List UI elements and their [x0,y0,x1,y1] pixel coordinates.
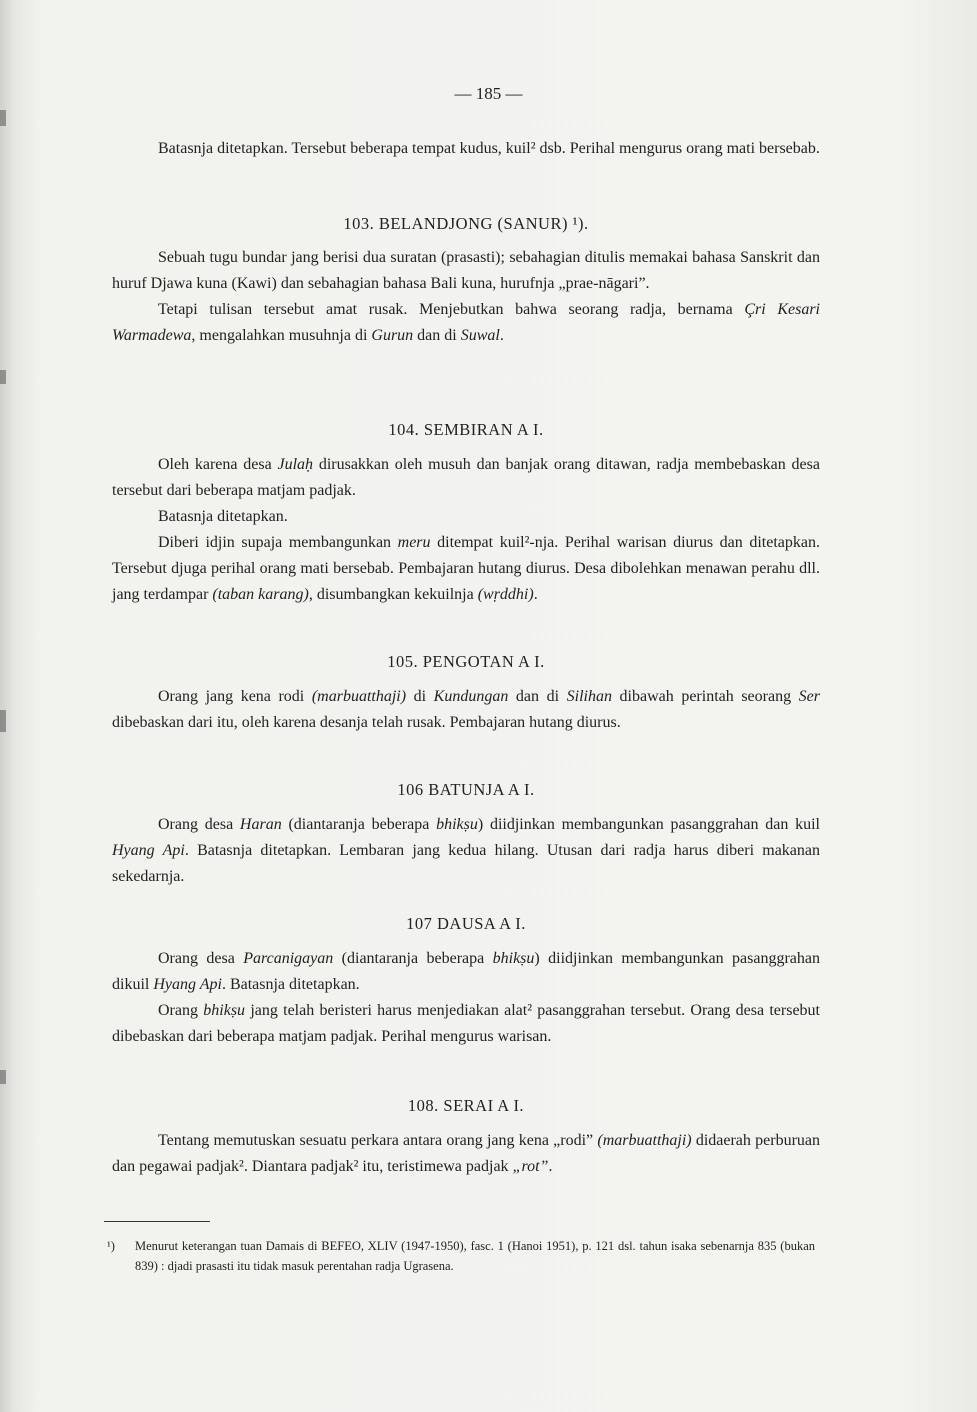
footnote-text: Menurut keterangan tuan Damais di BEFEO, XLIV (1947-1950), fasc. 1 (Hanoi 1951), p. 121 dsl. tahun isaka sebenarnja 835 (bukan 839) : djadi prasasti itu tidak masuk perentahan radja Ugrasena. [135,1239,815,1273]
section-106-body [112,812,820,890]
section-107-body [112,946,820,1050]
section-heading: 107 DAUSA A I. [406,914,526,933]
paragraph: Orang jang kena rodi (marbuatthaji) di Kundungan dan di Silihan dibawah perintah seorang Ser dibebaskan dari itu, oleh karena desanja telah rusak. Pembajaran hutang diurus. [112,688,820,731]
paragraph: Sebuah tugu bundar jang berisi dua suratan (prasasti); sebahagian ditulis memakai bahasa Sanskrit dan huruf Djawa kuna (Kawi) dan sebahagian bahasa Bali kuna, hurufnja „prae-nāgari”. [112,249,820,292]
page-edge-mark [0,710,6,732]
paragraph: Oleh karena desa Julaḥ dirusakkan oleh musuh dan banjak orang ditawan, radja membebaskan desa tersebut dari beberapa matjam padjak. [112,456,820,499]
section-heading: 103. BELANDJONG (SANUR) ¹). [343,214,589,233]
section-heading: 106 BATUNJA A I. [397,780,535,799]
page-edge-mark [0,1070,6,1084]
section-105-body [112,684,820,736]
section-104-body [112,452,820,608]
paragraph: Diberi idjin supaja membangunkan meru ditempat kuil²-nja. Perihal warisan diurus dan ditetapkan. Tersebut djuga perihal orang mati bersebab. Pembajaran hutang diurus. Desa dibolehkan menawan perahu dll. jang terdampar (taban karang), disumbangkan kekuilnja (wṛddhi). [112,534,821,603]
section-103 [112,214,820,234]
section-107 [112,914,820,934]
page-edge-mark [0,110,6,126]
section-106 [112,780,820,800]
paragraph: Batasnja ditetapkan. [158,508,288,525]
intro-paragraph: Batasnja ditetapkan. Tersebut beberapa tempat kudus, kuil² dsb. Perihal mengurus orang mati bersebab. [158,140,820,157]
page-number: — 185 — [454,84,523,103]
page-edge-mark [0,370,6,384]
footnote [107,1236,815,1276]
section-108-body [112,1128,820,1180]
paragraph: Tentang memutuskan sesuatu perkara antara orang jang kena „rodi” (marbuatthaji) didaerah perburuan dan pegawai padjak². Diantara padjak² itu, teristimewa padjak „rot”. [112,1132,820,1175]
paragraph: Orang desa Parcanigayan (diantaranja beberapa bhikṣu) diidjinkan membangunkan pasanggrahan dikuil Hyang Api. Batasnja ditetapkan. [112,950,820,993]
section-heading: 105. PENGOTAN A I. [387,652,545,671]
section-heading: 108. SERAI A I. [407,1096,525,1115]
footnote-rule [104,1221,210,1222]
section-108 [112,1096,820,1116]
paragraph: Orang desa Haran (diantaranja beberapa bhikṣu) diidjinkan membangunkan pasanggrahan dan kuil Hyang Api. Batasnja ditetapkan. Lembaran jang kedua hilang. Utusan dari radja harus diberi makanan sekedarnja. [112,816,821,885]
section-103-body [112,245,820,349]
section-104 [112,420,820,440]
footnote-marker: ¹) [107,1239,115,1253]
paragraph: Orang bhikṣu jang telah beristeri harus menjediakan alat² pasanggrahan tersebut. Orang desa tersebut dibebaskan dari beberapa matjam padjak. Perihal mengurus warisan. [112,1002,821,1045]
section-heading: 104. SEMBIRAN A I. [388,420,544,439]
paragraph: Tetapi tulisan tersebut amat rusak. Menjebutkan bahwa seorang radja, bernama Çri Kesari Warmadewa, mengalahkan musuhnja di Gurun dan di Suwal. [112,301,820,344]
section-105 [112,652,820,672]
